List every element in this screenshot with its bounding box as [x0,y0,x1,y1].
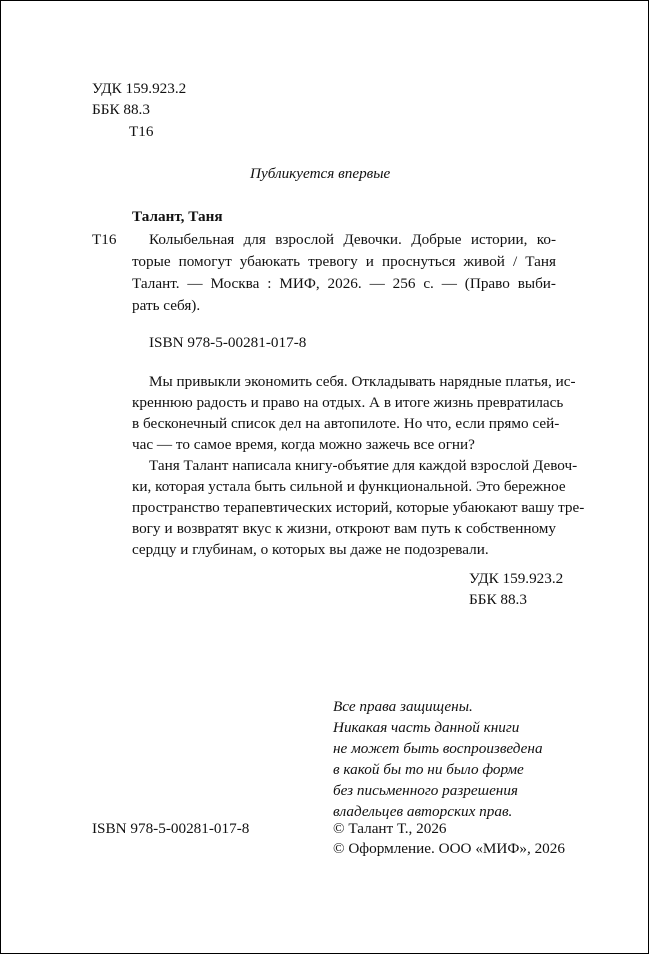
rights-line: Все права защищены. [333,698,473,715]
udk-code-bottom: УДК 159.923.2 [469,570,564,587]
annotation-line: Таня Талант написала книгу-объятие для каждой взрослой Девоч- [149,457,578,474]
isbn-record: ISBN 978-5-00281-017-8 [149,334,307,351]
annotation-line: креннюю радость и право на отдых. А в итоге жизнь превратилась [132,394,564,411]
bbk-code-bottom: ББК 88.3 [469,591,527,608]
bib-line: торые помогут убаюкать тревогу и проснуться живой / Таня [132,253,556,270]
author-heading: Талант, Таня [132,208,223,225]
bib-line: Талант. — Москва : МИФ, 2026. — 256 с. — (Право выби- [132,275,556,292]
annotation-line: пространство терапевтических историй, которые убаюкают вашу тре- [132,499,585,516]
udk-code: УДК 159.923.2 [92,80,187,97]
rights-line: в какой бы то ни было форме [333,761,524,778]
bib-line: рать себя). [132,297,201,314]
annotation-line: час — то самое время, когда можно зажечь все огни? [132,436,475,453]
bib-line: Колыбельная для взрослой Девочки. Добрые истории, ко- [149,231,556,248]
rights-line: Никакая часть данной книги [333,719,520,736]
annotation-line: сердцу и глубинам, о которых вы даже не подозревали. [132,541,489,558]
rights-line: без письменного разрешения [333,782,518,799]
rights-line: владельцев авторских прав. [333,803,513,820]
publication-note: Публикуется впервые [250,165,391,182]
bib-author-mark: Т16 [92,231,117,248]
author-mark: Т16 [129,123,154,140]
bbk-code: ББК 88.3 [92,101,150,118]
copyright-author: © Талант Т., 2026 [333,820,447,837]
annotation-line: вогу и возвратят вкус к жизни, откроют вам путь к собственному [132,520,556,537]
copyright-design: © Оформление. ООО «МИФ», 2026 [333,840,565,857]
isbn-footer: ISBN 978-5-00281-017-8 [92,820,250,837]
annotation-line: ки, которая устала быть сильной и функциональной. Это бережное [132,478,566,495]
rights-line: не может быть воспроизведена [333,740,543,757]
annotation-line: Мы привыкли экономить себя. Откладывать нарядные платья, ис- [149,373,576,390]
annotation-line: в бесконечный список дел на автопилоте. Но что, если прямо сей- [132,415,560,432]
